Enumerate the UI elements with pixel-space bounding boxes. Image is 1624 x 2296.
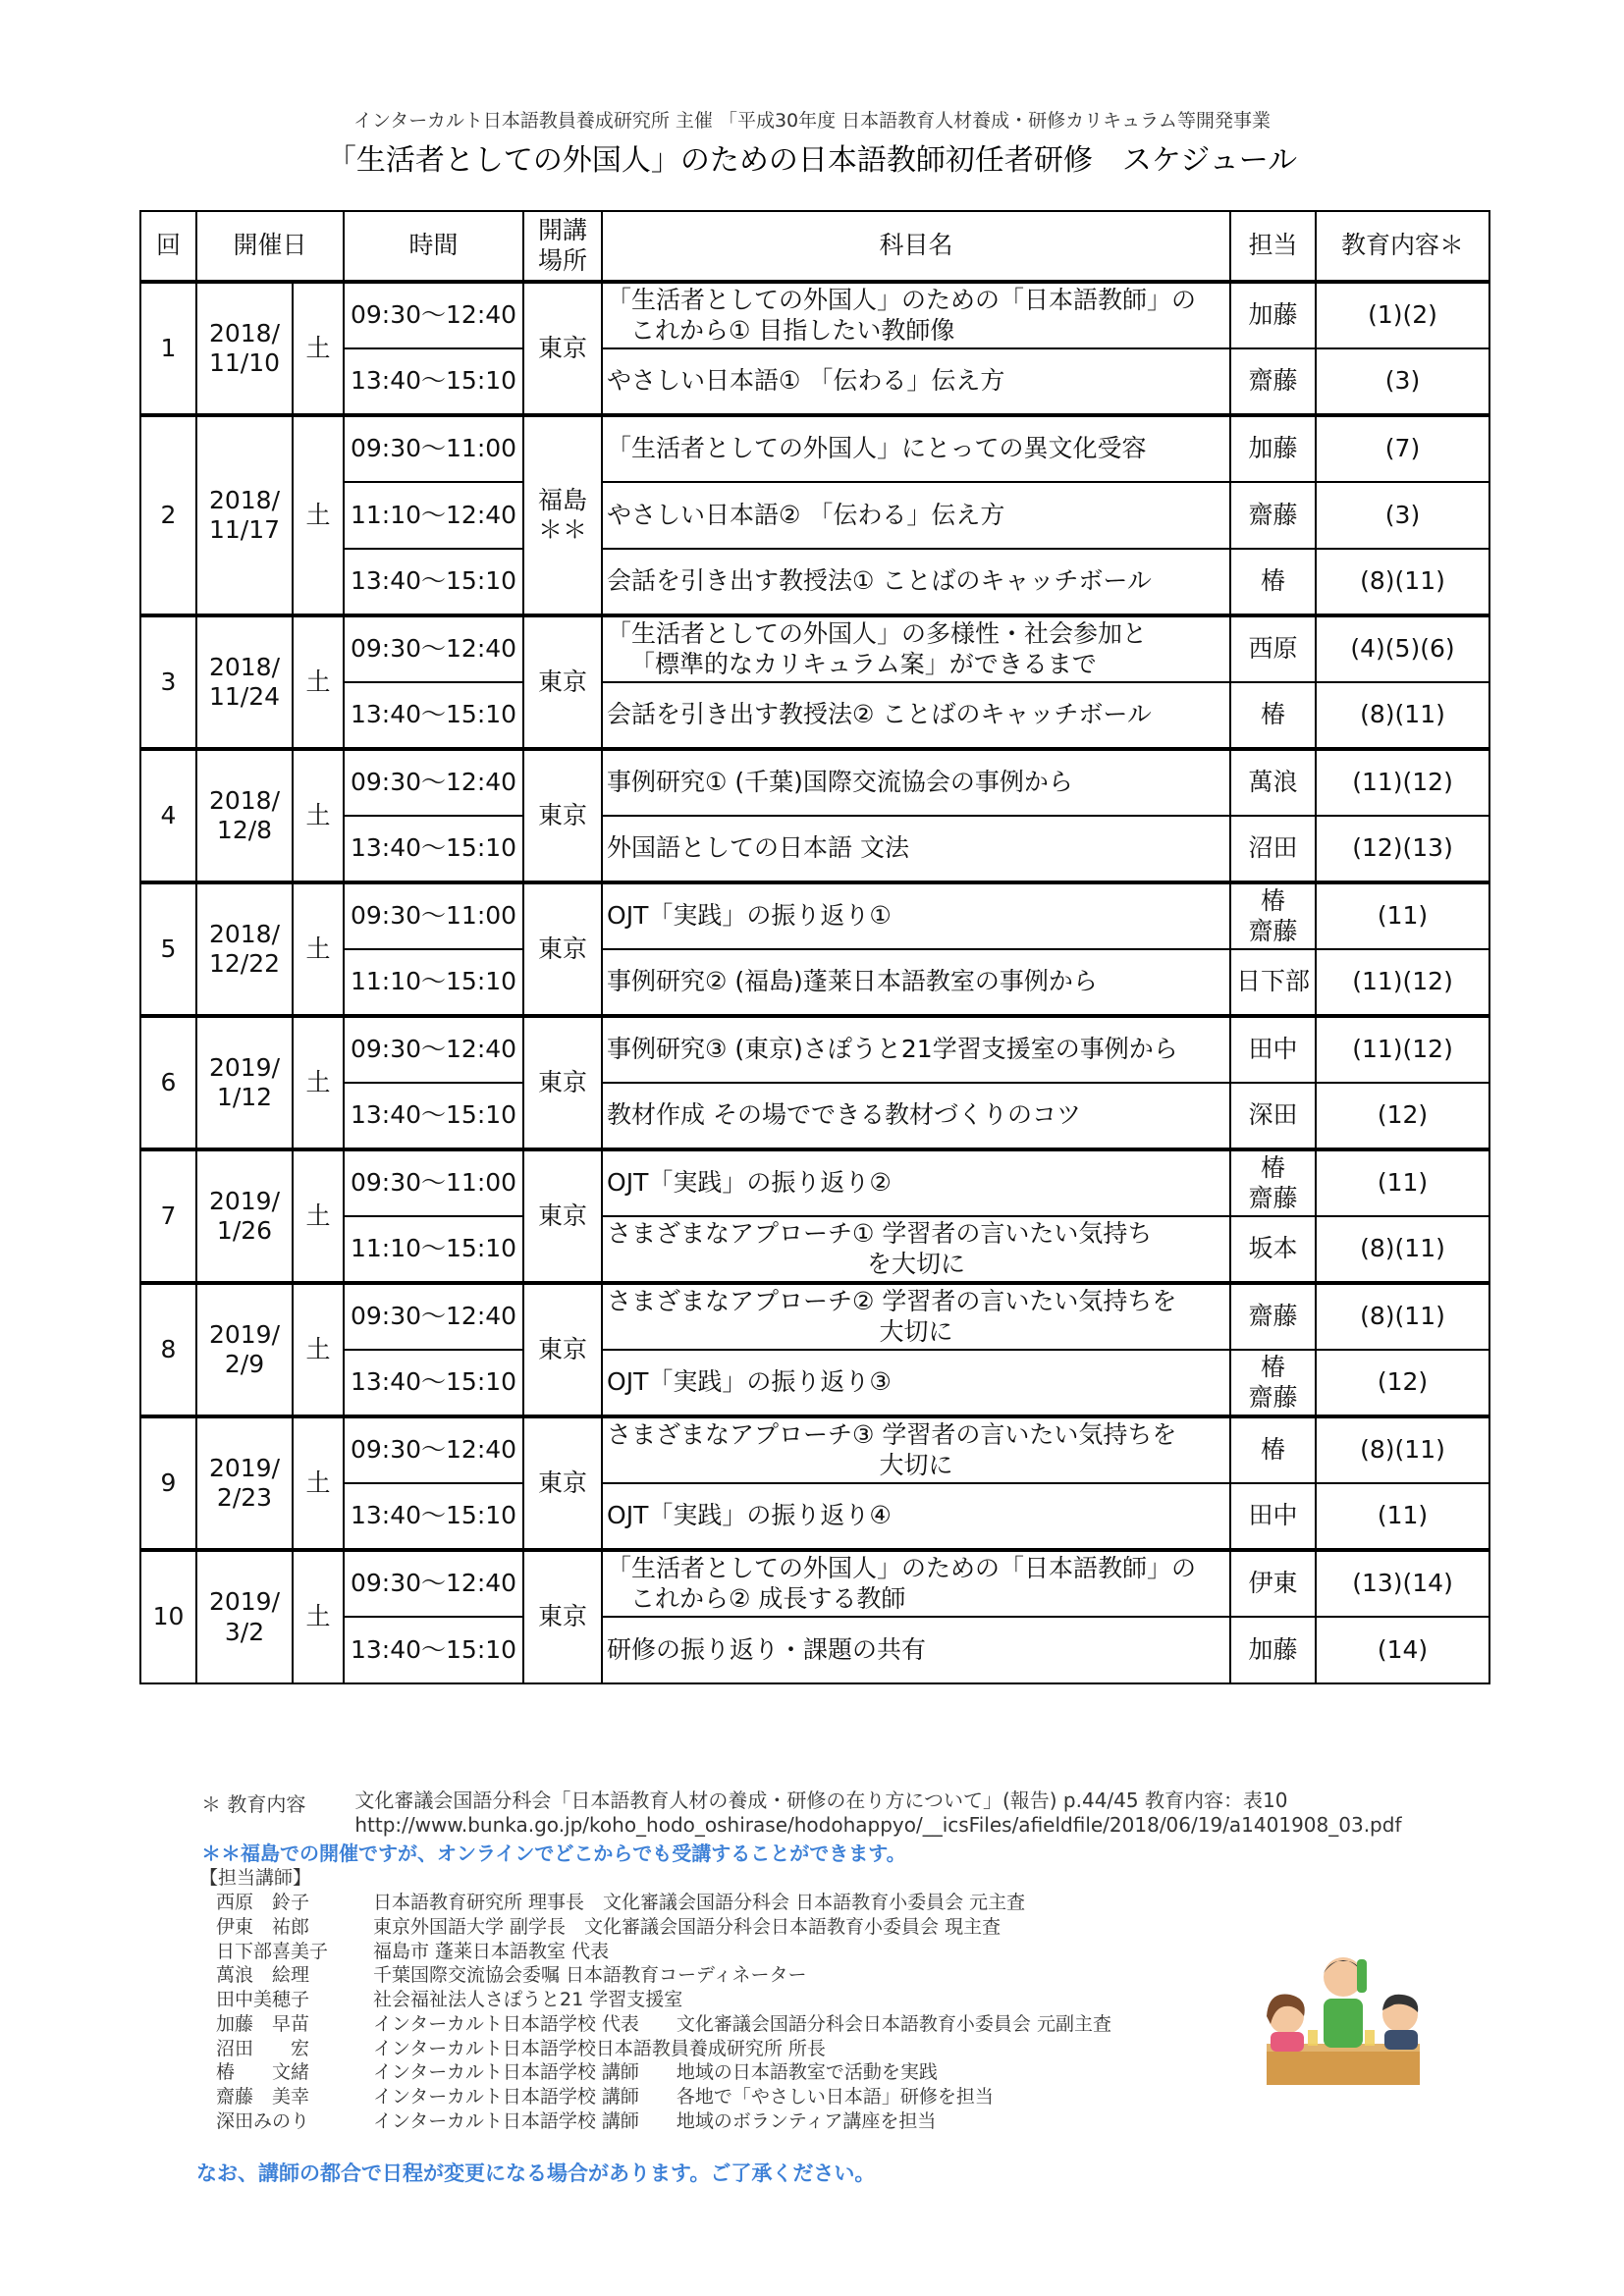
session-teacher	[1230, 1416, 1316, 1483]
session-place	[523, 415, 602, 615]
session-time: 09:30～12:40	[344, 282, 523, 348]
session-date	[196, 882, 293, 1016]
table-row	[140, 816, 1489, 882]
session-date-line: 1/12	[216, 1083, 273, 1111]
session-place	[523, 1283, 602, 1416]
instructor-role: インターカルト日本語学校 講師 地域の日本語教室で活動を実践	[373, 2061, 938, 2084]
session-subject	[602, 1483, 1230, 1550]
session-teacher	[1230, 749, 1316, 816]
session-subject	[602, 1550, 1230, 1617]
footnote-label: ＊ 教育内容	[201, 1792, 306, 1816]
instructor-role: インターカルト日本語学校 代表 文化審議会国語分科会日本語教育小委員会 元副主査	[373, 2012, 1111, 2035]
table-shape	[1267, 2050, 1420, 2085]
table-row	[140, 348, 1489, 415]
table-row	[140, 1083, 1489, 1149]
teacher-name: 椿	[1261, 1435, 1286, 1465]
session-teacher	[1230, 1483, 1316, 1550]
teacher-name: 坂本	[1248, 1234, 1298, 1263]
session-teacher	[1230, 415, 1316, 482]
teacher-name: 加藤	[1248, 434, 1298, 463]
session-subject	[602, 1216, 1230, 1283]
session-subject	[602, 1083, 1230, 1149]
session-time: 13:40～15:10	[344, 1483, 523, 1550]
session-number: 1	[140, 282, 196, 415]
session-date-line: 12/8	[216, 816, 273, 844]
session-time: 09:30～12:40	[344, 1550, 523, 1617]
session-teacher	[1230, 1083, 1316, 1149]
subject-line: 「生活者としての外国人」のための「日本語教師」の	[607, 1554, 1197, 1582]
subject-line: 外国語としての日本語 文法	[607, 833, 909, 863]
session-teacher	[1230, 882, 1316, 949]
session-date-line: 2019/	[208, 1319, 281, 1349]
session-content: (13)(14)	[1316, 1550, 1489, 1617]
session-subject	[602, 1016, 1230, 1083]
session-place	[523, 1149, 602, 1283]
footnote-reference: 文化審議会国語分科会「日本語教育人材の養成・研修の在り方について」(報告) p.44/45 教育内容：表10	[354, 1789, 1288, 1812]
instructor-role: 千葉国際交流協会委嘱 日本語教育コーディネーター	[373, 1964, 807, 1987]
session-place	[523, 615, 602, 749]
session-number: 7	[140, 1149, 196, 1283]
session-place-line: 福島	[538, 485, 588, 514]
instructor-entry	[216, 2035, 1111, 2059]
session-content: (8)(11)	[1316, 1216, 1489, 1283]
subject-line: 「生活者としての外国人」にとっての異文化受容	[607, 434, 1147, 463]
session-place-line: 東京	[538, 1468, 588, 1497]
instructor-name: 加藤 早苗	[216, 2012, 310, 2035]
table-row	[140, 549, 1489, 615]
session-time: 13:40～15:10	[344, 1083, 523, 1149]
standing-person-body	[1324, 1999, 1363, 2048]
header-subject: 科目名	[602, 211, 1230, 282]
session-subject	[602, 1149, 1230, 1216]
subject-line: 「生活者としての外国人」のための「日本語教師」の	[607, 286, 1197, 314]
instructor-entry	[216, 1961, 1111, 1986]
session-date-line: 2019/	[208, 1052, 281, 1082]
table-row	[140, 482, 1489, 549]
subject-line: 「生活者としての外国人」の多様性・社会参加と	[607, 619, 1148, 648]
instructor-role: 日本語教育研究所 理事長 文化審議会国語分科会 日本語教育小委員会 元主査	[373, 1891, 1026, 1913]
session-teacher	[1230, 1617, 1316, 1683]
standing-person-arm	[1357, 1959, 1367, 1993]
left-person-body	[1271, 2032, 1304, 2052]
session-content: (3)	[1316, 482, 1489, 549]
teacher-name: 加藤	[1248, 1634, 1298, 1664]
session-date-line: 2018/	[208, 785, 281, 815]
session-place-line: 東京	[538, 1334, 588, 1363]
session-date	[196, 1550, 293, 1683]
session-time: 09:30～12:40	[344, 749, 523, 816]
session-date-line: 3/2	[224, 1617, 265, 1646]
session-day: 土	[293, 615, 344, 749]
table-row	[140, 882, 1489, 949]
session-time: 09:30～11:00	[344, 882, 523, 949]
footnotes	[201, 1789, 1402, 1838]
session-teacher	[1230, 1550, 1316, 1617]
table-row	[140, 682, 1489, 749]
session-date	[196, 1416, 293, 1550]
table-row	[140, 415, 1489, 482]
session-place	[523, 749, 602, 882]
session-teacher	[1230, 1283, 1316, 1350]
glass-shape	[1308, 2030, 1318, 2046]
session-date	[196, 615, 293, 749]
people-illustration	[1247, 1946, 1434, 2095]
session-subject	[602, 949, 1230, 1016]
session-subject	[602, 282, 1230, 348]
table-row	[140, 1350, 1489, 1416]
schedule-table	[139, 210, 1490, 1684]
subject-line: やさしい日本語① 「伝わる」伝え方	[607, 366, 1005, 396]
instructor-role: 福島市 蓬莱日本語教室 代表	[373, 1940, 610, 1962]
session-teacher	[1230, 1016, 1316, 1083]
instructor-role: インターカルト日本語学校日本語教員養成研究所 所長	[373, 2037, 826, 2059]
instructor-entry	[216, 2059, 1111, 2084]
session-time: 13:40～15:10	[344, 816, 523, 882]
session-time: 11:10～12:40	[344, 482, 523, 549]
session-content: (12)	[1316, 1083, 1489, 1149]
subject-line: さまざまなアプローチ① 学習者の言いたい気持ち	[607, 1219, 1153, 1248]
session-time: 13:40～15:10	[344, 348, 523, 415]
session-subject	[602, 816, 1230, 882]
table-row	[140, 749, 1489, 816]
header-place: 開講場所	[523, 211, 602, 282]
instructors-list	[216, 1889, 1111, 2132]
table-row	[140, 1149, 1489, 1216]
session-subject	[602, 1283, 1230, 1350]
session-time: 09:30～12:40	[344, 1283, 523, 1350]
change-notice: なお、講師の都合で日程が変更になる場合があります。ご了承ください。	[196, 2162, 876, 2185]
instructor-name: 日下部喜美子	[216, 1940, 329, 1962]
table-row	[140, 282, 1489, 348]
session-place-line: 東京	[538, 934, 588, 963]
session-time: 11:10～15:10	[344, 1216, 523, 1283]
session-content: (4)(5)(6)	[1316, 615, 1489, 682]
session-teacher	[1230, 949, 1316, 1016]
session-teacher	[1230, 549, 1316, 615]
teacher-name: 齋藤	[1248, 500, 1298, 529]
page-title: 「生活者としての外国人」のための日本語教師初任者研修 スケジュール	[326, 143, 1298, 178]
session-teacher	[1230, 615, 1316, 682]
session-date-line: 11/24	[208, 682, 281, 711]
session-content: (11)	[1316, 1483, 1489, 1550]
session-time: 13:40～15:10	[344, 682, 523, 749]
session-date-line: 2018/	[208, 919, 281, 948]
table-row	[140, 949, 1489, 1016]
instructor-entry	[216, 1938, 1111, 1962]
table-row	[140, 1016, 1489, 1083]
instructor-name: 齋藤 美幸	[216, 2086, 310, 2109]
session-time: 09:30～11:00	[344, 415, 523, 482]
session-teacher	[1230, 348, 1316, 415]
session-teacher	[1230, 482, 1316, 549]
teacher-name: 齋藤	[1248, 916, 1298, 945]
session-subject	[602, 682, 1230, 749]
session-content: (11)(12)	[1316, 1016, 1489, 1083]
session-day: 土	[293, 282, 344, 415]
subject-line: やさしい日本語② 「伝わる」伝え方	[607, 500, 1005, 529]
subject-line: 会話を引き出す教授法② ことばのキャッチボール	[607, 700, 1152, 729]
header-number: 回	[140, 211, 196, 282]
teacher-name: 齋藤	[1248, 1183, 1298, 1212]
session-date-line: 2018/	[208, 485, 281, 514]
session-content: (8)(11)	[1316, 549, 1489, 615]
table-row	[140, 1550, 1489, 1617]
session-content: (8)(11)	[1316, 1416, 1489, 1483]
instructor-name: 萬浪 絵理	[216, 1964, 310, 1987]
session-place-line: 東京	[538, 333, 588, 362]
instructor-name: 田中美穂子	[216, 1989, 310, 2011]
session-date-line: 2019/	[208, 1453, 281, 1482]
session-subject	[602, 615, 1230, 682]
teacher-name: 齋藤	[1248, 1302, 1298, 1331]
session-time: 11:10～15:10	[344, 949, 523, 1016]
teacher-name: 日下部	[1236, 967, 1311, 996]
instructor-entry	[216, 2108, 1111, 2132]
subject-line: さまざまなアプローチ③ 学習者の言いたい気持ちを	[607, 1420, 1177, 1449]
session-date-line: 2/9	[224, 1350, 265, 1378]
teacher-name: 沼田	[1248, 833, 1298, 863]
session-day: 土	[293, 415, 344, 615]
teacher-name: 加藤	[1248, 300, 1298, 330]
subject-line: 会話を引き出す教授法① ことばのキャッチボール	[607, 566, 1152, 596]
session-time: 09:30～12:40	[344, 1016, 523, 1083]
session-content: (8)(11)	[1316, 682, 1489, 749]
instructor-entry	[216, 2010, 1111, 2035]
session-place	[523, 282, 602, 415]
session-content: (11)	[1316, 1149, 1489, 1216]
subject-line: 大切に	[879, 1316, 953, 1346]
session-teacher	[1230, 1216, 1316, 1283]
table-row	[140, 1216, 1489, 1283]
teacher-name: 齋藤	[1248, 366, 1298, 396]
subject-line: 事例研究② (福島)蓬莱日本語教室の事例から	[607, 967, 1098, 996]
session-teacher	[1230, 1149, 1316, 1216]
session-content: (7)	[1316, 415, 1489, 482]
instructor-role: インターカルト日本語学校 講師 地域のボランティア講座を担当	[373, 2110, 937, 2133]
subject-line: 事例研究③ (東京)さぽうと21学習支援室の事例から	[607, 1035, 1178, 1064]
header-teacher: 担当	[1230, 211, 1316, 282]
session-teacher	[1230, 682, 1316, 749]
session-day: 土	[293, 1149, 344, 1283]
session-content: (11)(12)	[1316, 749, 1489, 816]
session-date	[196, 415, 293, 615]
session-place	[523, 1016, 602, 1149]
table-row	[140, 1483, 1489, 1550]
session-subject	[602, 1617, 1230, 1683]
session-date	[196, 749, 293, 882]
session-day: 土	[293, 1416, 344, 1550]
table-body	[140, 282, 1489, 1683]
instructor-name: 西原 鈴子	[216, 1891, 310, 1913]
table-row	[140, 1283, 1489, 1350]
subject-line: これから① 目指したい教師像	[630, 315, 955, 345]
session-subject	[602, 482, 1230, 549]
right-person-body	[1384, 2030, 1418, 2050]
header-subtitle: インターカルト日本語教員養成研究所 主催 「平成30年度 日本語教育人材養成・研修カリキュラム等開発事業	[353, 110, 1271, 132]
session-content: (1)(2)	[1316, 282, 1489, 348]
session-place-line: 東京	[538, 1602, 588, 1631]
session-place-line: 東京	[538, 1201, 588, 1230]
instructors-heading: 【担当講師】	[199, 1867, 312, 1889]
instructor-role: 社会福祉法人さぽうと21 学習支援室	[373, 1989, 683, 2011]
session-day: 土	[293, 1016, 344, 1149]
session-date-line: 11/10	[208, 348, 281, 377]
instructor-name: 椿 文緒	[216, 2061, 310, 2084]
session-number: 6	[140, 1016, 196, 1149]
instructor-entry	[216, 2083, 1111, 2108]
subject-line: 事例研究① (千葉)国際交流協会の事例から	[607, 768, 1073, 797]
subject-line: OJT「実践」の振り返り④	[607, 1501, 892, 1530]
session-date-line: 11/17	[208, 515, 281, 544]
teacher-name: 椿	[1261, 1353, 1286, 1381]
session-number: 9	[140, 1416, 196, 1550]
session-number: 4	[140, 749, 196, 882]
table-row	[140, 615, 1489, 682]
table-header	[140, 211, 1489, 282]
session-place	[523, 1416, 602, 1550]
session-day: 土	[293, 1283, 344, 1416]
session-date-line: 1/26	[216, 1216, 273, 1245]
session-content: (11)	[1316, 882, 1489, 949]
session-place	[523, 882, 602, 1016]
table-row	[140, 1617, 1489, 1683]
subject-line: 研修の振り返り・課題の共有	[607, 1634, 927, 1664]
subject-line: OJT「実践」の振り返り③	[607, 1367, 892, 1397]
session-time: 13:40～15:10	[344, 1350, 523, 1416]
session-time: 13:40～15:10	[344, 549, 523, 615]
session-number: 3	[140, 615, 196, 749]
subject-line: さまざまなアプローチ② 学習者の言いたい気持ちを	[607, 1287, 1177, 1315]
footnote-url[interactable]: http://www.bunka.go.jp/koho_hodo_oshirase/hodohappyo/__icsFiles/afieldfile/2018/06/19/a1401908_03.pdf	[354, 1813, 1402, 1837]
session-time: 09:30～12:40	[344, 1416, 523, 1483]
session-number: 10	[140, 1550, 196, 1683]
table-row	[140, 1416, 1489, 1483]
session-content: (14)	[1316, 1617, 1489, 1683]
session-content: (8)(11)	[1316, 1283, 1489, 1350]
session-place-line: 東京	[538, 667, 588, 696]
session-teacher	[1230, 282, 1316, 348]
subject-line: OJT「実践」の振り返り①	[607, 901, 892, 931]
header-content: 教育内容＊	[1316, 211, 1489, 282]
teacher-name: 萬浪	[1248, 768, 1298, 797]
session-subject	[602, 882, 1230, 949]
session-date	[196, 1016, 293, 1149]
teacher-name: 齋藤	[1248, 1382, 1298, 1412]
session-date-line: 2018/	[208, 652, 281, 681]
subject-line: 「標準的なカリキュラム案」ができるまで	[630, 649, 1097, 678]
session-date-line: 12/22	[208, 949, 281, 978]
session-subject	[602, 415, 1230, 482]
subject-line: 教材作成 その場でできる教材づくりのコツ	[607, 1100, 1081, 1130]
subject-line: OJT「実践」の振り返り②	[607, 1168, 892, 1198]
teacher-name: 伊東	[1248, 1569, 1298, 1598]
session-subject	[602, 1350, 1230, 1416]
instructor-name: 深田みのり	[216, 2110, 310, 2133]
session-subject	[602, 749, 1230, 816]
session-date	[196, 282, 293, 415]
session-teacher	[1230, 816, 1316, 882]
teacher-name: 田中	[1248, 1035, 1298, 1064]
instructor-name: 沼田 宏	[216, 2037, 310, 2059]
subject-line: を大切に	[867, 1249, 966, 1278]
session-content: (3)	[1316, 348, 1489, 415]
subject-line: 大切に	[879, 1450, 953, 1479]
teacher-name: 深田	[1248, 1100, 1298, 1130]
session-place	[523, 1550, 602, 1683]
session-date	[196, 1149, 293, 1283]
session-date-line: 2019/	[208, 1186, 281, 1215]
header-time: 時間	[344, 211, 523, 282]
session-number: 5	[140, 882, 196, 1016]
instructor-entry	[216, 1889, 1111, 1913]
session-teacher	[1230, 1350, 1316, 1416]
session-date-line: 2018/	[208, 318, 281, 347]
instructor-entry	[216, 1986, 1111, 2010]
teacher-name: 椿	[1261, 1153, 1286, 1182]
instructor-entry	[216, 1913, 1111, 1938]
glass-shape	[1365, 2030, 1375, 2046]
session-time: 09:30～11:00	[344, 1149, 523, 1216]
header-date: 開催日	[196, 211, 344, 282]
instructor-name: 伊東 祐郎	[216, 1915, 310, 1938]
session-time: 09:30～12:40	[344, 615, 523, 682]
session-number: 8	[140, 1283, 196, 1416]
session-day: 土	[293, 749, 344, 882]
instructor-role: インターカルト日本語学校 講師 各地で「やさしい日本語」研修を担当	[373, 2086, 994, 2109]
session-time: 13:40～15:10	[344, 1617, 523, 1683]
session-day: 土	[293, 882, 344, 1016]
session-subject	[602, 1416, 1230, 1483]
teacher-name: 西原	[1248, 634, 1298, 664]
instructor-role: 東京外国語大学 副学長 文化審議会国語分科会日本語教育小委員会 現主査	[373, 1915, 1001, 1938]
session-date-line: 2/23	[216, 1483, 273, 1512]
session-content: (11)(12)	[1316, 949, 1489, 1016]
session-place-line: 東京	[538, 800, 588, 829]
session-content: (12)(13)	[1316, 816, 1489, 882]
session-place-line: ＊＊	[538, 515, 588, 544]
fukushima-note: ＊＊福島での開催ですが、オンラインでどこからでも受講することができます。	[201, 1842, 906, 1865]
session-date	[196, 1283, 293, 1416]
session-subject	[602, 549, 1230, 615]
teacher-name: 椿	[1261, 700, 1286, 729]
session-place-line: 東京	[538, 1067, 588, 1096]
session-date-line: 2019/	[208, 1587, 281, 1616]
teacher-name: 椿	[1261, 886, 1286, 915]
session-subject	[602, 348, 1230, 415]
session-content: (12)	[1316, 1350, 1489, 1416]
teacher-name: 田中	[1248, 1501, 1298, 1530]
teacher-name: 椿	[1261, 566, 1286, 596]
subject-line: これから② 成長する教師	[630, 1583, 906, 1613]
session-number: 2	[140, 415, 196, 615]
session-day: 土	[293, 1550, 344, 1683]
